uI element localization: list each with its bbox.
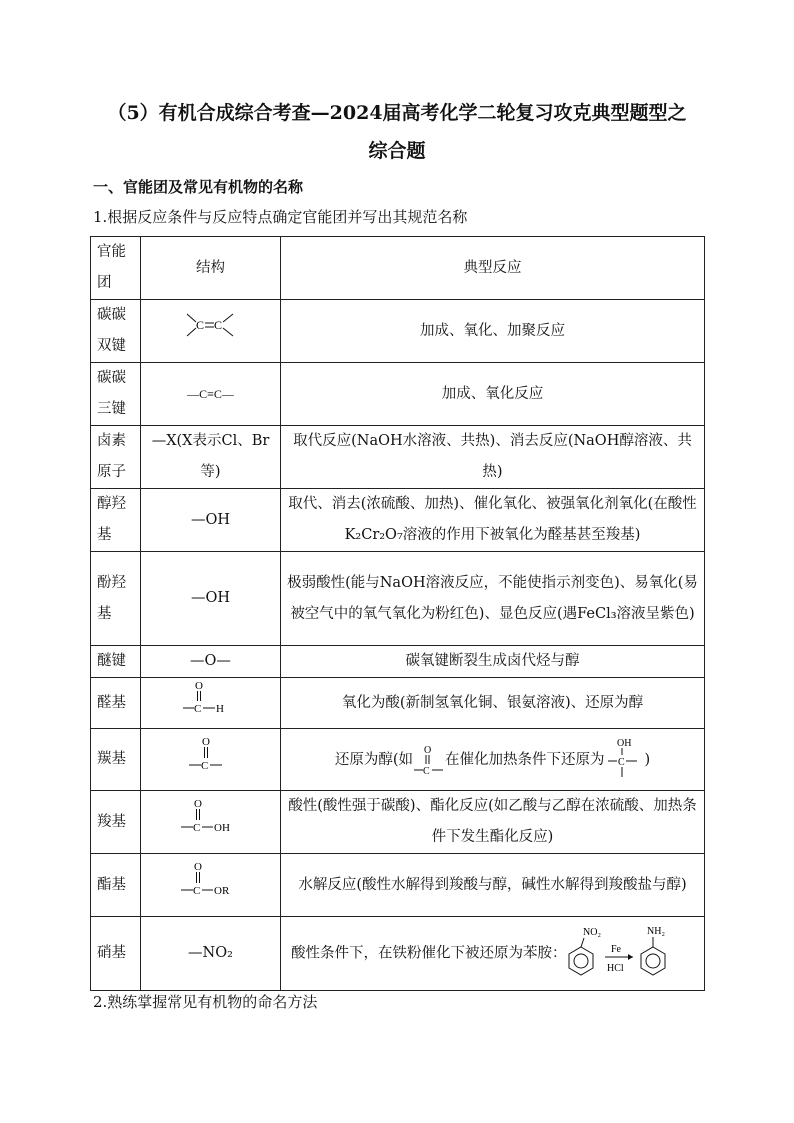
table-row	[91, 678, 705, 729]
reaction-cell: 取代、消去(浓硫酸、加热)、催化氧化、被强氧化剂氧化(在酸性K₂Cr₂O₇溶液的作用下被氧化为醛基甚至羧基)	[281, 489, 705, 552]
reaction-cell: 氧化为酸(新制氢氧化铜、银氨溶液)、还原为醇	[281, 678, 705, 729]
reaction-cell	[281, 917, 705, 991]
table-row	[91, 854, 705, 917]
reaction-text-c: )	[644, 751, 651, 768]
structure-cell	[141, 300, 281, 363]
aldehyde-structure	[181, 678, 241, 716]
table-row	[91, 729, 705, 791]
nitrobenzene-to-aniline-scheme	[567, 921, 679, 987]
table-row	[91, 300, 705, 363]
atom-label: OH	[213, 822, 230, 834]
structure-cell: —NO₂	[141, 917, 281, 991]
group-name: 醚键	[91, 646, 141, 678]
atom-label: C	[192, 822, 200, 834]
table-row	[91, 552, 705, 646]
reaction-cell: 水解反应(酸性水解得到羧酸与醇，碱性水解得到羧酸盐与醇)	[281, 854, 705, 917]
atom-label: C	[192, 885, 200, 897]
group-name: 羧基	[91, 791, 141, 854]
reaction-cell: 加成、氧化反应	[281, 363, 705, 426]
atom-label: O	[193, 798, 202, 810]
structure-cell: —X(X表示Cl、Br等)	[141, 426, 281, 489]
table-header-row	[91, 237, 705, 300]
header-structure: 结构	[141, 237, 281, 300]
header-group: 官能团	[91, 237, 141, 300]
reaction-cell	[281, 729, 705, 791]
table-row	[91, 489, 705, 552]
reaction-text-b: 在催化加热条件下还原为	[445, 751, 605, 768]
structure-cell: —O—	[141, 646, 281, 678]
atom-label: O	[193, 861, 202, 873]
atom-label: C	[423, 765, 430, 777]
structure-cell	[141, 678, 281, 729]
atom-label: O	[201, 735, 210, 748]
atom-label: H	[215, 703, 224, 715]
atom-label: OR	[213, 885, 229, 897]
reaction-cell: 酸性(酸性强于碳酸)、酯化反应(如乙酸与乙醇在浓硫酸、加热条件下发生酯化反应)	[281, 791, 705, 854]
atom-label: C	[200, 759, 208, 772]
group-name: 卤素原子	[91, 426, 141, 489]
page-title: （5）有机合成综合考查—2024届高考化学二轮复习攻克典型题型之	[107, 102, 687, 124]
atom-label: C	[193, 703, 201, 715]
atom-label: O	[424, 744, 432, 756]
reaction-cell: 加成、氧化、加聚反应	[281, 300, 705, 363]
reagent-hcl: HCl	[606, 962, 624, 974]
page-title-line2: 综合题	[368, 140, 426, 162]
structure-cell: —OH	[141, 489, 281, 552]
reaction-cell: 取代反应(NaOH水溶液、共热)、消去反应(NaOH醇溶液、共热)	[281, 426, 705, 489]
structure-cell	[141, 729, 281, 791]
section-heading: 一、官能团及常见有机物的名称	[93, 178, 304, 196]
alkene-structure	[181, 308, 241, 342]
group-name: 醛基	[91, 678, 141, 729]
ketone-structure-inline	[413, 743, 445, 777]
functional-group-table	[90, 236, 705, 991]
group-name: 羰基	[91, 729, 141, 791]
paragraph-2: 2.熟练掌握常见有机物的命名方法	[93, 993, 318, 1011]
atom-label: O	[194, 680, 203, 692]
structure-cell: —C≡C—	[141, 363, 281, 426]
group-name: 酯基	[91, 854, 141, 917]
group-name: 酚羟基	[91, 552, 141, 646]
nitro-label: NO₂	[582, 926, 601, 938]
table-row	[91, 646, 705, 678]
alcohol-structure-inline	[605, 735, 645, 785]
paragraph-1: 1.根据反应条件与反应特点确定官能团并写出其规范名称	[93, 208, 468, 226]
structure-cell	[141, 854, 281, 917]
atom-label: C	[617, 756, 625, 768]
atom-label: C	[213, 318, 222, 332]
ketone-structure	[186, 734, 236, 774]
atom-label: C	[195, 318, 204, 332]
reagent-fe: Fe	[610, 943, 621, 955]
carboxyl-structure	[180, 796, 242, 836]
reaction-text-a: 还原为醇(如	[334, 751, 413, 768]
group-name: 碳碳双键	[91, 300, 141, 363]
table-row	[91, 363, 705, 426]
table-row	[91, 917, 705, 991]
table-row	[91, 791, 705, 854]
amino-label: NH₂	[646, 925, 665, 937]
ester-structure	[180, 859, 242, 899]
atom-label: OH	[616, 737, 631, 749]
reaction-cell: 极弱酸性(能与NaOH溶液反应，不能使指示剂变色)、易氧化(易被空气中的氧气氧化为粉红色)、显色反应(遇FeCl₃溶液呈紫色)	[281, 552, 705, 646]
reaction-text: 酸性条件下，在铁粉催化下被还原为苯胺：	[291, 945, 567, 961]
structure-cell	[141, 791, 281, 854]
group-name: 碳碳三键	[91, 363, 141, 426]
structure-cell: —OH	[141, 552, 281, 646]
group-name: 醇羟基	[91, 489, 141, 552]
table-row	[91, 426, 705, 489]
group-name: 硝基	[91, 917, 141, 991]
header-reaction: 典型反应	[281, 237, 705, 300]
reaction-cell: 碳氧键断裂生成卤代烃与醇	[281, 646, 705, 678]
